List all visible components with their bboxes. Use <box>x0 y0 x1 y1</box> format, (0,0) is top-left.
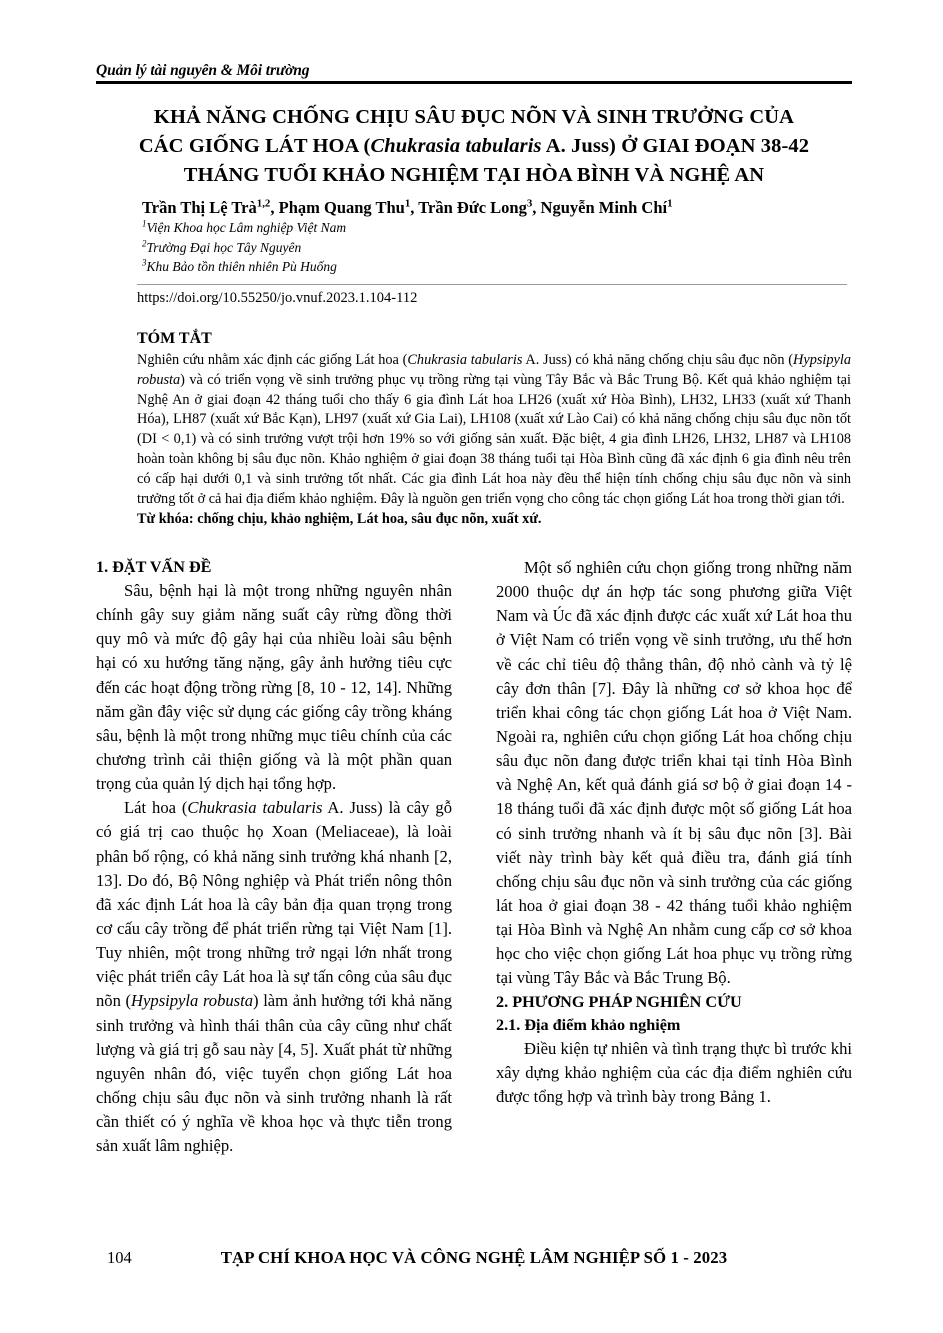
right-paragraph-2: Điều kiện tự nhiên và tình trạng thực bì trước khi xây dựng khảo nghiệm của các địa điểm nghiên cứu được tổng hợp và trình bày trong Bảng 1. <box>496 1038 852 1106</box>
title-line-2 <box>104 132 844 161</box>
page-footer <box>96 1248 852 1278</box>
running-head-rule <box>96 81 852 84</box>
left-paragraph-1: Sâu, bệnh hại là một trong những nguyên nhân chính gây suy giảm năng suất cây rừng đồng thời quy mô và mức độ gây hại của nhiều loài sâu bệnh hại có xu hướng tăng nặng, gây ảnh hưởng tiêu cực đến các hoạt động trồng rừng [8, 10 - 12, 14]. Những năm gần đây việc sử dụng các giống cây trồng kháng sâu, bệnh là một trong những mục tiêu chính của các chương trình cải thiện giống và là một phần quan trọng của quản lý dịch hại tổng hợp. <box>96 581 452 794</box>
body-columns <box>96 556 852 1216</box>
left-paragraph-2: Lát hoa (Chukrasia tabularis A. Juss) là cây gỗ có giá trị cao thuộc họ Xoan (Meliaceae), là loài phân bố rộng, có khả năng sinh trưởng khá nhanh [2, 13]. Do đó, Bộ Nông nghiệp và Phát triển nông thôn đã xác định Lát hoa là cây bản địa quan trọng trong cơ cấu cây trồng để phát triển rừng tại Việt Nam [1]. Tuy nhiên, một trong những trở ngại lớn nhất trong việc phát triển cây Lát hoa là sự tấn công của sâu đục nõn (Hypsipyla robusta) làm ảnh hưởng tới khả năng sinh trưởng và hình thái thân của cây cũng như chất lượng và giá trị gỗ sau này [4, 5]. Xuất phát từ những nguyên nhân đó, việc tuyển chọn giống Lát hoa chống chịu sâu đục nõn và sinh trưởng nhanh là rất cần thiết có ý nghĩa về khoa học và thực tiễn trong sản xuất lâm nghiệp. <box>96 798 452 1156</box>
subsection-heading-2-1: 2.1. Địa điểm khảo nghiệm <box>496 1015 681 1034</box>
affiliation-3-marker: 3 <box>142 257 147 268</box>
abstract-section <box>137 329 851 530</box>
affiliation-3-text: Khu Bảo tồn thiên nhiên Pù Huống <box>146 258 337 274</box>
page-content <box>96 0 852 1333</box>
title-line-1: KHẢ NĂNG CHỐNG CHỊU SÂU ĐỤC NÕN VÀ SINH TRƯỞNG CỦA <box>153 106 795 128</box>
affiliation-2-text: Trường Đại học Tây Nguyên <box>146 239 302 255</box>
section-heading-1: 1. ĐẶT VẤN ĐỀ <box>96 558 212 576</box>
doi-block <box>137 284 847 307</box>
affiliation-2 <box>142 238 842 257</box>
right-column <box>496 556 852 1109</box>
affiliation-1-marker: 1 <box>142 218 147 229</box>
abstract-keywords: Từ khóa: chống chịu, khảo nghiệm, Lát hoa, sâu đục nõn, xuất xứ. <box>137 511 542 528</box>
abstract-body: Nghiên cứu nhằm xác định các giống Lát hoa (Chukrasia tabularis A. Juss) có khả năng chống chịu sâu đục nõn (Hypsipyla robusta) và có triển vọng về sinh trưởng phục vụ trồng rừng tại vùng Tây Bắc và Bắc Trung Bộ. Kết quả khảo nghiệm tại Nghệ An ở giai đoạn 42 tháng tuổi cho thấy 6 gia đình Lát hoa LH26 (xuất xứ Hòa Bình), LH32, LH33 (xuất xứ Thanh Hóa), LH87 (xuất xứ Bắc Kạn), LH97 (xuất xứ Gia Lai), LH108 (xuất xứ Lào Cai) có khả năng chống chịu sâu đục nõn tốt (DI < 0,1) và có sinh trưởng vượt trội hơn 19% so với giống sản xuất. Đặc biệt, 4 gia đình LH26, LH32, LH87 và LH108 hoàn toàn không bị sâu đục nõn. Khảo nghiệm ở giai đoạn 38 tháng tuổi tại Hòa Bình cũng đã xác định 6 gia đình nêu trên có cấp hại dưới 0,1 và sinh trưởng tốt nhất. Các gia đình Lát hoa này đều thể hiện tính chống chịu sâu đục nõn và sinh trưởng tốt ở cả hai địa điểm khảo nghiệm. Đây là nguồn gen triển vọng cho công tác chọn giống Lát hoa trong thời gian tới. <box>137 352 852 507</box>
doi-divider <box>137 284 847 285</box>
title-line-2-part-a: CÁC GIỐNG LÁT HOA ( <box>138 135 371 158</box>
author-names: Trần Thị Lệ Trà$^{1,2}$, Phạm Quang Thu$^1$, Trần Đức Long$^3$, Nguyễn Minh Chí$^1$ <box>142 197 673 217</box>
authors-block <box>142 197 842 276</box>
journal-footer-title: TẠP CHÍ KHOA HỌC VÀ CÔNG NGHỆ LÂM NGHIỆP SỐ 1 - 2023 <box>220 1248 728 1267</box>
running-head-text: Quản lý tài nguyên & Môi trường <box>96 62 310 79</box>
section-heading-2: 2. PHƯƠNG PHÁP NGHIÊN CỨU <box>496 992 742 1011</box>
affiliation-1 <box>142 218 842 237</box>
doi-link[interactable]: https://doi.org/10.55250/jo.vnuf.2023.1.104-112 <box>137 290 418 306</box>
affiliation-3 <box>142 257 842 276</box>
affiliation-1-text: Viện Khoa học Lâm nghiệp Việt Nam <box>146 220 347 236</box>
title-line-2-part-b: A. Juss) Ở GIAI ĐOẠN 38-42 <box>541 135 810 158</box>
title-line-3: THÁNG TUỔI KHẢO NGHIỆM TẠI HÒA BÌNH VÀ NGHỆ AN <box>183 164 765 187</box>
left-column <box>96 556 452 1158</box>
running-head <box>96 62 852 84</box>
title-species-name: Chukrasia tabularis <box>370 135 542 158</box>
right-paragraph-1: Một số nghiên cứu chọn giống trong những năm 2000 thuộc dự án hợp tác song phương giữa Việt Nam và Úc đã xác định được các xuất xứ Lát hoa thu ở Việt Nam có triển vọng về sinh trưởng, ưu thế hơn về các chỉ tiêu độ thẳng thân, độ nhỏ cành và tỷ lệ cây đơn thân [7]. Đây là những cơ sở khoa học để triển khai công tác chọn giống Lát hoa ở Việt Nam. Ngoài ra, nghiên cứu chọn giống Lát hoa chống chịu sâu đục nõn đang được triển khai tại tỉnh Hòa Bình và Nghệ An, kết quả đánh giá sơ bộ ở giai đoạn 14 - 18 tháng tuổi đã xác định được một số giống Lát hoa có sinh trưởng nhanh và ít bị sâu đục nõn [3]. Bài viết này trình bày kết quả điều tra, đánh giá tính chống chịu sâu đục nõn và sinh trưởng của các giống lát hoa ở giai đoạn 38 - 42 tháng tuổi khảo nghiệm tại Hòa Bình và Nghệ An nhằm cung cấp cơ sở khoa học cho việc chọn giống Lát hoa phục vụ trồng rừng tại vùng Tây Bắc và Bắc Trung Bộ. <box>496 558 852 988</box>
page-number: 104 <box>107 1248 132 1267</box>
article-title <box>104 103 844 190</box>
abstract-heading: TÓM TẮT <box>137 330 212 347</box>
affiliation-2-marker: 2 <box>142 238 147 249</box>
